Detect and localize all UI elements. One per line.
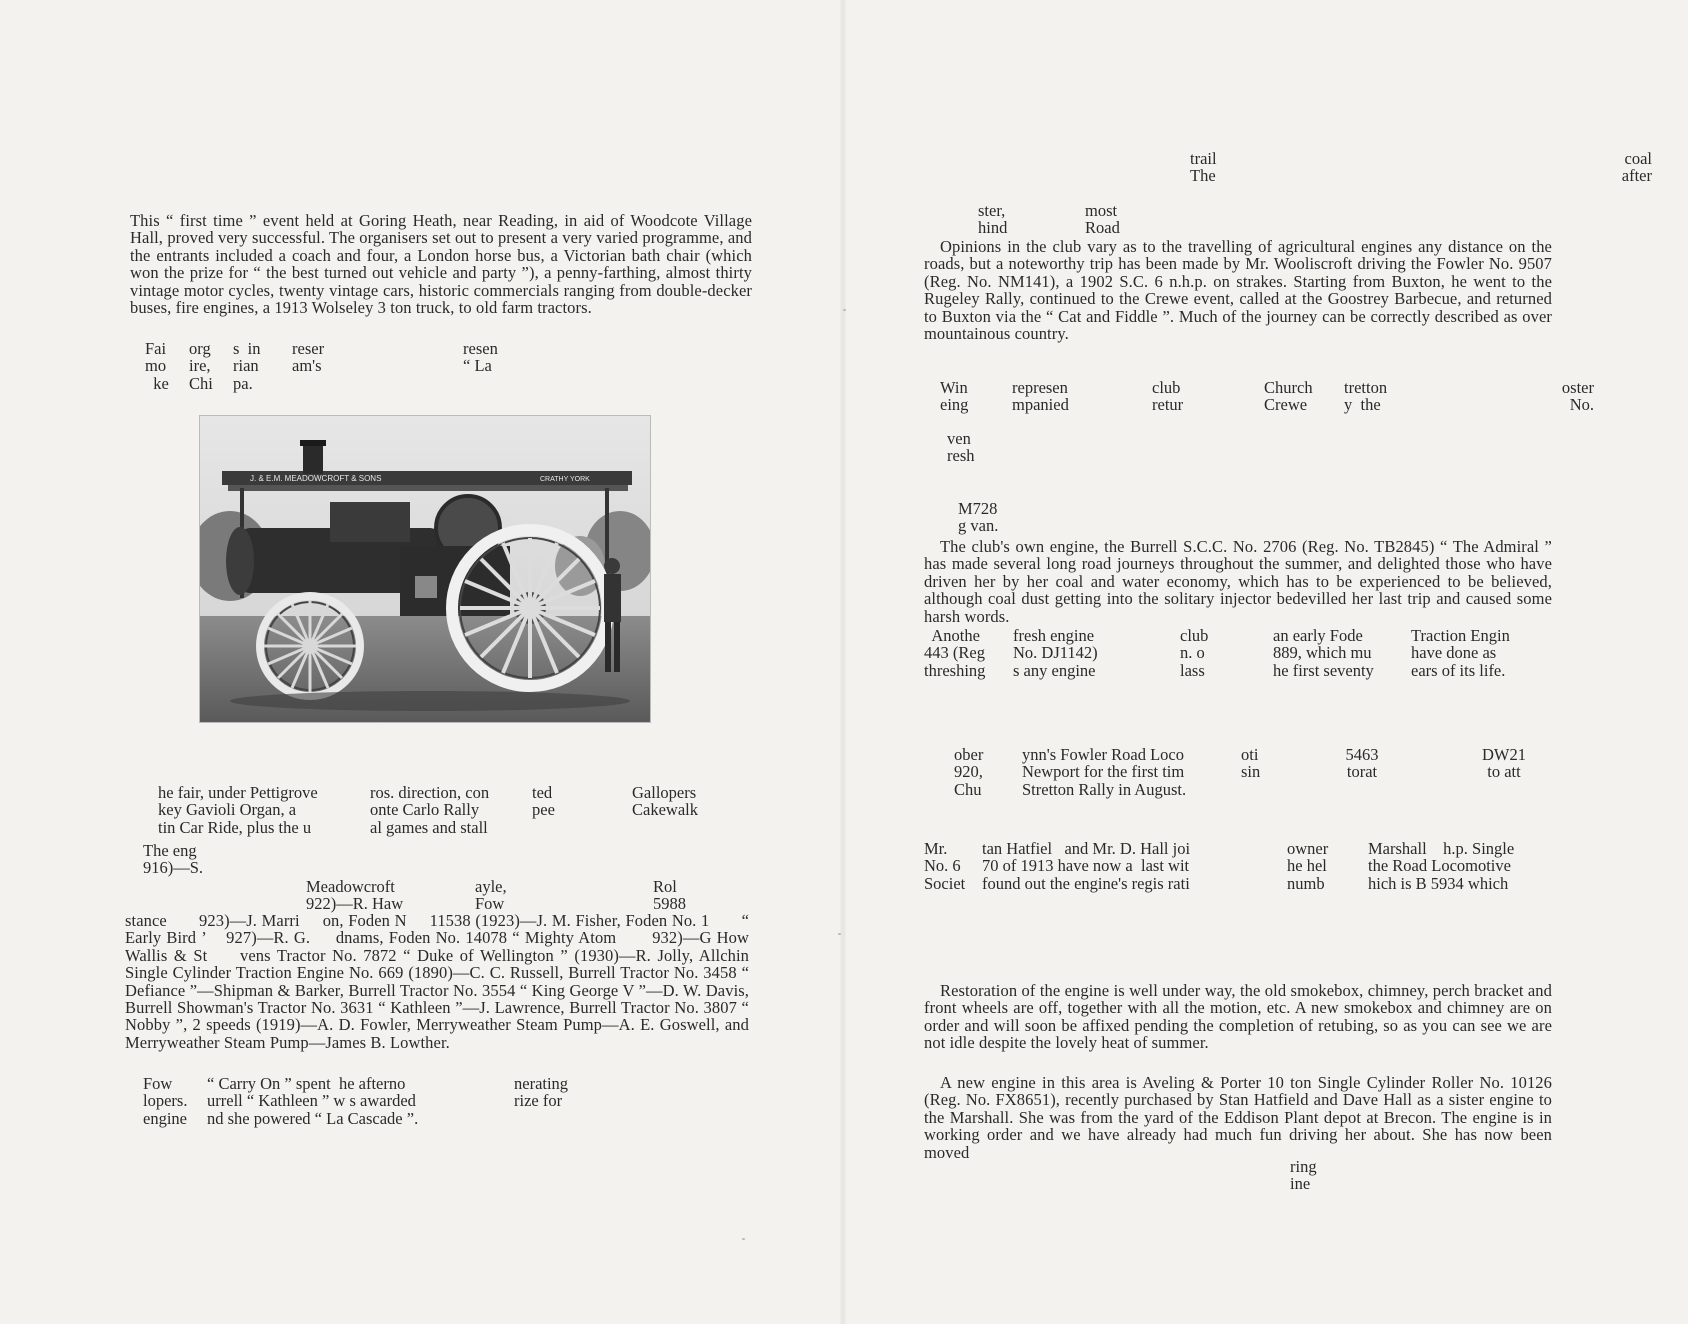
fragment-text: oti sin [1241, 745, 1261, 782]
fragment-text: M728 g van. [958, 499, 999, 536]
new-engine-paragraph: A new engine in this area is Aveling & Porter 10 ton Single Cylinder Roller No. 10126 (Reg. No. FX8651), recently purchased by Stan Hatfield and Dave Hall as a sister engine to the Marshall. She was from the yard of the Eddison Plant depot at Brecon. The engine is in working order and we have already had much fun driving her about. She has now been moved [924, 1073, 1552, 1162]
fragment-text: DW21 to att [1482, 745, 1526, 782]
fragment-text: Mr. No. 6 Societ [924, 839, 966, 893]
fragment-text: represen mpanied [1012, 378, 1069, 415]
fragment-text: reser am's [292, 339, 325, 376]
fragment-text: Meadowcroft 922)—R. Haw [306, 877, 404, 914]
engines-list-paragraph: stance 923)—J. Marri on, Foden N 11538 (1923)—J. M. Fisher, Foden No. 1 “ Early Bird ’ 927)—R. G. dnams, Foden No. 14078 “ Mighty Atom 932)—G How Wallis & St vens Tractor No. 7872 “ Duke of Wellington ” (1930)—R. Jolly, Allchin Single Cylinder Traction Engine No. 669 (1890)—C. C. Russell, Burrell Tractor No. 3458 “ Defiance ”—Shipman & Barker, Burrell Tractor No. 3554 “ King George V ”—D. W. Davis, Burrell Showman's Tractor No. 3631 “ Kathleen ”—J. Lawrence, Burrell Tractor No. 3807 “ Nobby ”, 2 speeds (1919)—A. D. Fowler, Merryweather Steam Pump—A. E. Goswell, and Merryweather Steam Pump—James B. Lowther. [125, 911, 771, 1052]
fragment-text: oster No. [1561, 378, 1594, 415]
fragment-text: ynn's Fowler Road Loco Newport for the first tim Stretton Rally in August. [1022, 745, 1187, 799]
fragment-text: club retur [1152, 378, 1184, 415]
fragment-text: Win eing [940, 378, 969, 415]
fragment-text: nerating rize for [514, 1074, 569, 1111]
opinions-paragraph: Opinions in the club vary as to the travelling of agricultural engines any distance on the roads, but a noteworthy trip has been made by Mr. Wooliscroft driving the Fowler No. 9507 (Reg. No. NM141), a 1902 S.C. 6 n.h.p. on strakes. Starting from Buxton, he went to the Rugeley Rally, continued to the Crewe event, called at the Goostrey Barbecue, and returned to Buxton via the “ Cat and Fiddle ”. Much of the journey can be correctly described as over mountainous country. [924, 237, 1552, 344]
fragment-text: ring ine [1290, 1157, 1317, 1194]
fragment-text: club n. o lass [1180, 626, 1209, 680]
fragment-text: s in rian pa. [233, 339, 261, 393]
fragment-text: Gallopers Cakewalk [632, 783, 698, 820]
admiral-paragraph: The club's own engine, the Burrell S.C.C. No. 2706 (Reg. No. TB2845) “ The Admiral ” has made several long road journeys throughout the summer, and delighted those who have driven her by her coal and water economy, which has to be experienced to be believed, although coal dust getting into the solitary injector bedevilled her last trip and caused some harsh words. [924, 537, 1552, 626]
fragment-text: ros. direction, con onte Carlo Rally al games and stall [370, 783, 490, 837]
intro-paragraph: This “ first time ” event held at Goring Heath, near Reading, in aid of Woodcote Village Hall, proved very successful. The organisers set out to present a very varied programme, and the entrants included a coach and four, a London horse bus, a Victorian bath chair (which won the prize for “ the best turned out vehicle and party ”), a penny-farthing, almost thirty vintage motor cycles, twenty vintage cars, historic commercials ranging from double-decker buses, fire engines, a 1913 Wolseley 3 ton truck, to old farm tractors. [130, 211, 752, 318]
fragment-text: Anothe 443 (Reg threshing [924, 626, 986, 680]
fragment-text: tretton y the [1344, 378, 1388, 415]
traction-engine-photo [199, 415, 651, 723]
fragment-text: resen “ La [463, 339, 498, 376]
right-page [844, 0, 1688, 1324]
fragment-text: most Road [1085, 201, 1120, 238]
rear-wheel [452, 530, 608, 686]
fragment-text: Traction Engin have done as ears of its life. [1411, 626, 1510, 680]
photo-sign-text: J. & E.M. MEADOWCROFT & SONS [250, 474, 382, 483]
fragment-text: ted pee [532, 783, 555, 820]
paper-speck [843, 309, 846, 311]
fragment-text: org ire, Chi [189, 339, 213, 393]
fragment-text: ster, hind [978, 201, 1008, 238]
fragment-text: an early Fode 889, which mu he first seventy [1273, 626, 1374, 680]
fragment-text: he fair, under Pettigrove key Gavioli Organ, a tin Car Ride, plus the u [158, 783, 318, 837]
front-wheel [260, 596, 360, 696]
paper-speck [838, 933, 841, 935]
restoration-paragraph: Restoration of the engine is well under way, the old smokebox, chimney, perch bracket and front wheels are off, together with all the motion, etc. A new smokebox and chimney are on order and will soon be affixed pending the completion of retubing, so as you can see we are not idle despite the lovely heat of summer. [924, 981, 1552, 1053]
fragment-text: ayle, Fow [475, 877, 507, 914]
fragment-text: Fow lopers. engine [143, 1074, 188, 1128]
fragment-text: Church Crewe [1264, 378, 1313, 415]
traction-engine-illustration [200, 416, 650, 722]
fragment-text: fresh engine No. DJ1142) s any engine [1013, 626, 1098, 680]
fragment-text: The eng 916)—S. [143, 841, 204, 878]
fragment-text: 5463 torat [1345, 745, 1379, 782]
fragment-text: ven resh [947, 429, 975, 466]
fragment-text: tan Hatfiel and Mr. D. Hall joi 70 of 1913 have now a last wit found out the engine's regis rati [982, 839, 1191, 893]
fragment-text: Marshall h.p. Single the Road Locomotive hich is B 5934 which [1368, 839, 1515, 893]
fragment-text: owner he hel numb [1287, 839, 1329, 893]
fragment-text: “ Carry On ” spent he afterno urrell “ Kathleen ” w s awarded nd she powered “ La Cascade ”. [207, 1074, 419, 1128]
photo-sign-text-2: CRATHY YORK [540, 476, 590, 483]
fragment-text: Rol 5988 [653, 877, 686, 914]
fragment-text: trail The [1190, 149, 1217, 186]
fragment-text: coal after [1621, 149, 1652, 186]
fragment-text: Fai mo ke [145, 339, 169, 393]
fragment-text: ober 920, Chu [954, 745, 984, 799]
paper-speck [742, 1238, 745, 1240]
